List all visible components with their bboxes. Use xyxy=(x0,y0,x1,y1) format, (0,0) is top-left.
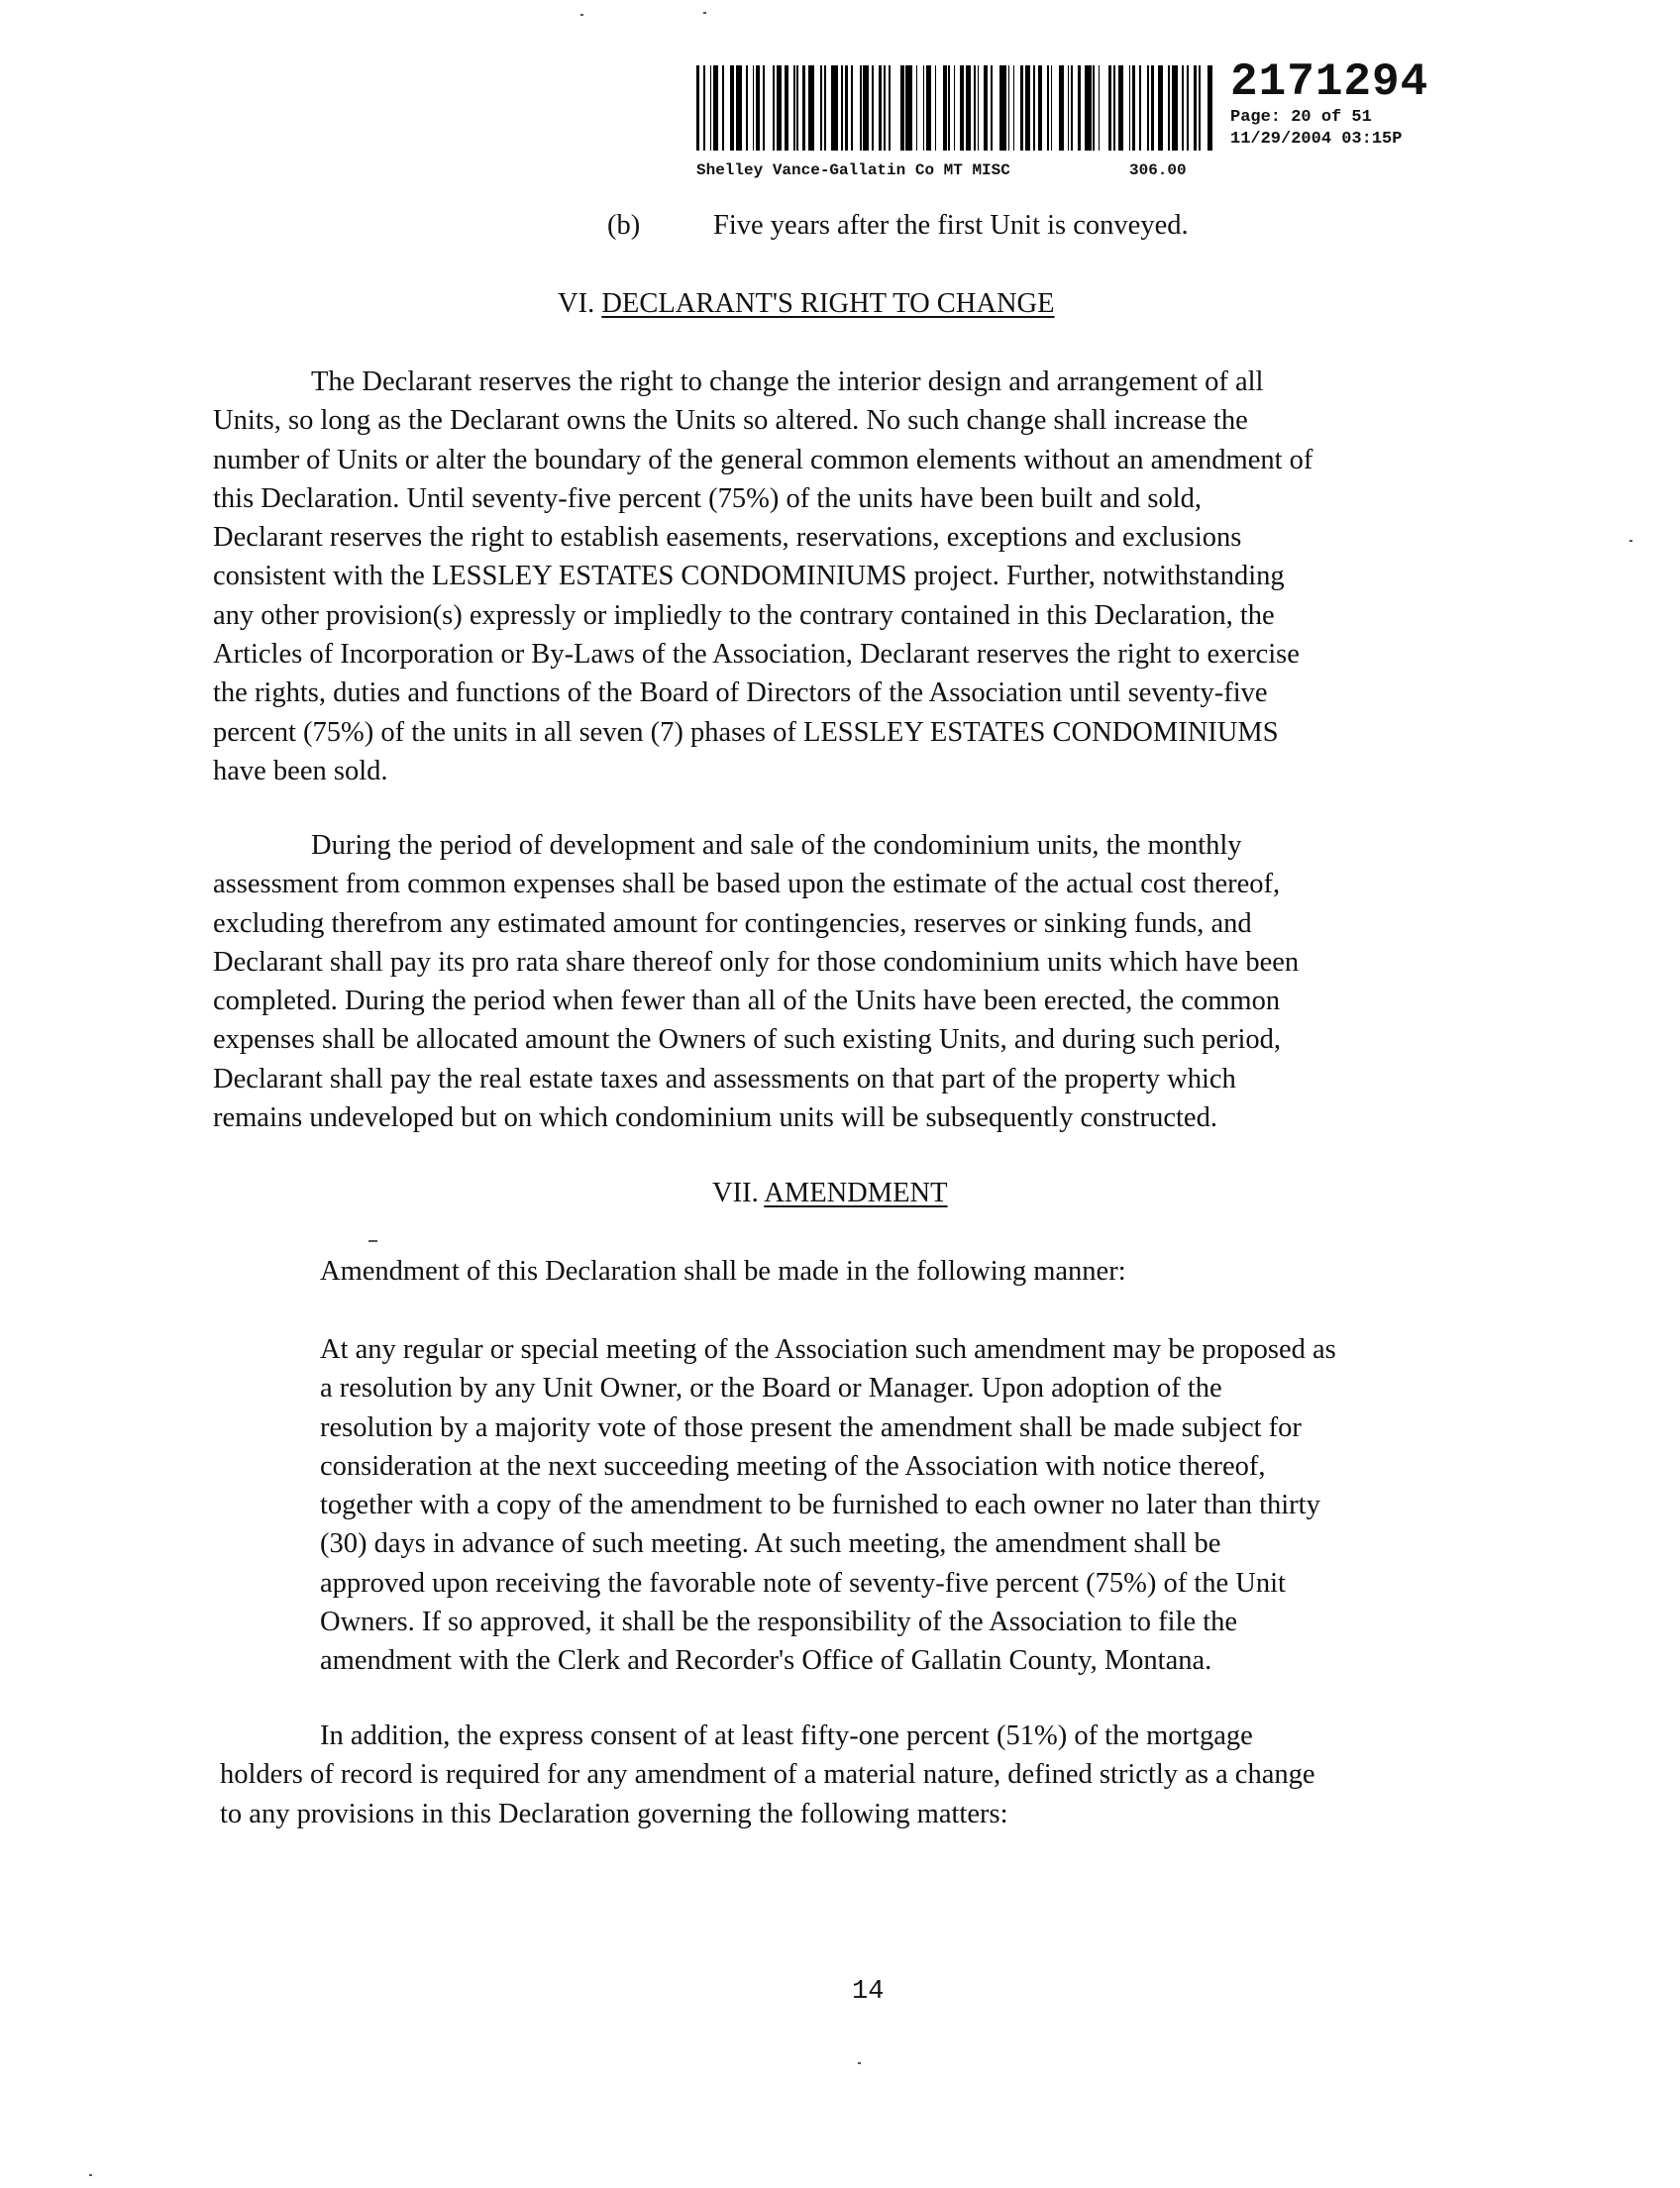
barcode-bar xyxy=(713,65,718,151)
barcode-bar xyxy=(923,65,925,151)
barcode-bar xyxy=(1085,65,1092,151)
barcode-bar xyxy=(1151,65,1154,151)
barcode-bar xyxy=(1147,65,1149,151)
barcode-bar xyxy=(753,65,755,151)
barcode-bar xyxy=(773,65,775,151)
barcode-bar xyxy=(1132,65,1135,151)
barcode-bar xyxy=(1194,65,1197,151)
barcode-bar xyxy=(935,65,937,151)
barcode-bar xyxy=(960,65,963,151)
text-line: Declarant reserves the right to establish easements, reservations, exceptions and exclusions xyxy=(213,522,1242,554)
barcode-bar xyxy=(926,65,931,151)
barcode-bar xyxy=(860,65,862,151)
page-number: 14 xyxy=(852,1977,885,2007)
text-line: holders of record is required for any amendment of a material nature, defined strictly as a change xyxy=(220,1759,1315,1791)
text-line: amendment with the Clerk and Recorder's Office of Gallatin County, Montana. xyxy=(320,1645,1212,1677)
barcode-bar xyxy=(1038,65,1041,151)
scan-speck xyxy=(703,12,706,14)
barcode-bar xyxy=(793,65,795,151)
barcode-bar xyxy=(746,65,748,151)
barcode-bar xyxy=(703,65,705,151)
barcode-bar xyxy=(824,65,826,151)
scan-speck xyxy=(89,2174,92,2176)
text-line: number of Units or alter the boundary of the general common elements without an amendment of xyxy=(213,444,1313,475)
barcode-bar xyxy=(1187,65,1189,151)
barcode-bar xyxy=(1172,65,1179,151)
barcode-bar xyxy=(984,65,987,151)
barcode-bar xyxy=(1071,65,1073,151)
barcode-bar xyxy=(1182,65,1184,151)
stamp-fee: 306.00 xyxy=(1129,161,1187,179)
text-line: completed. During the period when fewer than all of the Units have been erected, the common xyxy=(213,986,1281,1017)
barcode-bar xyxy=(1129,65,1131,151)
barcode-bar xyxy=(736,65,743,151)
stamp-page-info: Page: 20 of 51 xyxy=(1230,108,1372,127)
barcode-bar xyxy=(1108,65,1111,151)
barcode-bar xyxy=(756,65,759,151)
barcode-bar xyxy=(1013,65,1015,151)
section-vi-title: DECLARANT'S RIGHT TO CHANGE xyxy=(601,288,1055,319)
barcode-bar xyxy=(1033,65,1035,151)
text-line: consideration at the next succeeding meeting of the Association with notice thereof, xyxy=(320,1450,1266,1482)
barcode-bar xyxy=(879,65,882,151)
section-vi-paragraph-2 xyxy=(213,826,1299,1137)
barcode-bar xyxy=(1078,65,1081,151)
section-vii-paragraph-1 xyxy=(320,1330,1336,1681)
text-line: During the period of development and sale of the condominium units, the monthly xyxy=(311,830,1242,861)
barcode-bar xyxy=(1047,65,1049,151)
item-b-text: Five years after the first Unit is conveyed. xyxy=(713,210,1189,241)
barcode-bar xyxy=(1059,65,1064,151)
text-line: together with a copy of the amendment to be furnished to each owner no later than thirty xyxy=(320,1490,1320,1521)
barcode-bar xyxy=(974,65,976,151)
barcode-bar xyxy=(1113,65,1115,151)
barcode-bar xyxy=(943,65,946,151)
barcode-bar xyxy=(802,65,805,151)
barcode-bar xyxy=(884,65,886,151)
barcode-bar xyxy=(1158,65,1163,151)
barcode-bar xyxy=(948,65,950,151)
barcode-bar xyxy=(1139,65,1141,151)
barcode-bar xyxy=(991,65,993,151)
barcode-bar xyxy=(785,65,788,151)
stamp-recorder: Shelley Vance-Gallatin Co MT MISC xyxy=(696,161,1010,179)
text-line: this Declaration. Until seventy-five percent (75%) of the units have been built and sold, xyxy=(213,482,1203,514)
barcode-bar xyxy=(1199,65,1201,151)
text-line: Articles of Incorporation or By-Laws of the Association, Declarant reserves the right to exercise xyxy=(213,639,1300,671)
section-vi-paragraph-1 xyxy=(213,363,1312,790)
barcode-bar xyxy=(1118,65,1123,151)
barcode-bar xyxy=(999,65,1006,151)
barcode-bar xyxy=(730,65,733,151)
text-line: consistent with the LESSLEY ESTATES CONDOMINIUMS project. Further, notwithstanding xyxy=(213,561,1285,592)
text-line: the rights, duties and functions of the Board of Directors of the Association until seventy-five xyxy=(213,677,1268,709)
barcode-bar xyxy=(845,65,848,151)
barcode-bar xyxy=(916,65,918,151)
barcode-bar xyxy=(1008,65,1010,151)
text-line: The Declarant reserves the right to change the interior design and arrangement of all xyxy=(311,366,1264,397)
text-line: excluding therefrom any estimated amount for contingencies, reserves or sinking funds, and xyxy=(213,907,1252,939)
barcode-bar xyxy=(1168,65,1170,151)
text-line: Declarant shall pay its pro rata share thereof only for those condominium units which have been xyxy=(213,946,1300,978)
barcode-bar xyxy=(696,65,699,151)
barcode-bar xyxy=(808,65,813,151)
section-vii-heading xyxy=(712,1174,948,1212)
barcode-bar xyxy=(872,65,874,151)
text-line: have been sold. xyxy=(213,755,388,786)
text-line: remains undeveloped but on which condominium units will be subsequently constructed. xyxy=(213,1102,1217,1134)
text-line: expenses shall be allocated amount the Owners of such existing Units, and during such period, xyxy=(213,1024,1282,1056)
barcode-bar xyxy=(796,65,798,151)
section-vii-intro: Amendment of this Declaration shall be made in the following manner: xyxy=(320,1256,1126,1287)
text-line: (30) days in advance of such meeting. At such meeting, the amendment shall be xyxy=(320,1528,1221,1560)
barcode-bar xyxy=(905,65,912,151)
barcode-bar xyxy=(1093,65,1095,151)
scan-speck xyxy=(368,1240,377,1242)
item-b-label: (b) xyxy=(607,210,641,241)
text-line: In addition, the express consent of at least fifty-one percent (51%) of the mortgage xyxy=(320,1720,1253,1751)
barcode-bar xyxy=(820,65,822,151)
barcode-bar xyxy=(966,65,971,151)
barcode-bar xyxy=(710,65,712,151)
barcode-bar xyxy=(1068,65,1070,151)
barcode-bar xyxy=(777,65,782,151)
text-line: resolution by a majority vote of those present the amendment shall be made subject for xyxy=(320,1411,1302,1443)
barcode xyxy=(696,65,1217,151)
barcode-bar xyxy=(1208,65,1212,151)
text-line: Units, so long as the Declarant owns the Units so altered. No such change shall increase the xyxy=(213,405,1248,437)
text-line: approved upon receiving the favorable note of seventy-five percent (75%) of the Unit xyxy=(320,1567,1286,1599)
barcode-bar xyxy=(851,65,853,151)
section-vii-title: AMENDMENT xyxy=(764,1178,948,1208)
barcode-bar xyxy=(1020,65,1023,151)
text-line: a resolution by any Unit Owner, or the Board or Manager. Upon adoption of the xyxy=(320,1373,1222,1405)
text-line: At any regular or special meeting of the Association such amendment may be proposed as xyxy=(320,1334,1336,1365)
barcode-bar xyxy=(841,65,843,151)
scan-speck xyxy=(858,2062,861,2064)
document-number: 2171294 xyxy=(1230,56,1429,108)
barcode-bar xyxy=(763,65,765,151)
scan-speck xyxy=(580,14,583,16)
barcode-bar xyxy=(900,65,903,151)
section-vii-paragraph-2 xyxy=(220,1717,1315,1833)
section-vii-number: VII. xyxy=(712,1178,759,1208)
text-line: assessment from common expenses shall be based upon the estimate of the actual cost thereof, xyxy=(213,869,1281,900)
barcode-bar xyxy=(1051,65,1053,151)
barcode-bar xyxy=(1099,65,1101,151)
barcode-bar xyxy=(889,65,891,151)
barcode-bar xyxy=(831,65,838,151)
text-line: Owners. If so approved, it shall be the responsibility of the Association to file the xyxy=(320,1607,1238,1638)
barcode-bar xyxy=(1025,65,1030,151)
text-line: to any provisions in this Declaration governing the following matters: xyxy=(220,1798,1008,1829)
scan-speck xyxy=(1629,540,1632,542)
section-vi-heading xyxy=(558,284,1055,323)
barcode-bar xyxy=(722,65,724,151)
stamp-recorded-datetime: 11/29/2004 03:15P xyxy=(1230,130,1403,149)
text-line: any other provision(s) expressly or impliedly to the contrary contained in this Declaration, the xyxy=(213,599,1275,631)
section-vi-number: VI. xyxy=(558,288,595,319)
text-line: percent (75%) of the units in all seven (7) phases of LESSLEY ESTATES CONDOMINIUMS xyxy=(213,716,1279,748)
barcode-bar xyxy=(863,65,868,151)
text-line: Declarant shall pay the real estate taxes and assessments on that part of the property which xyxy=(213,1063,1236,1094)
barcode-bar xyxy=(954,65,956,151)
barcode-bar xyxy=(978,65,980,151)
